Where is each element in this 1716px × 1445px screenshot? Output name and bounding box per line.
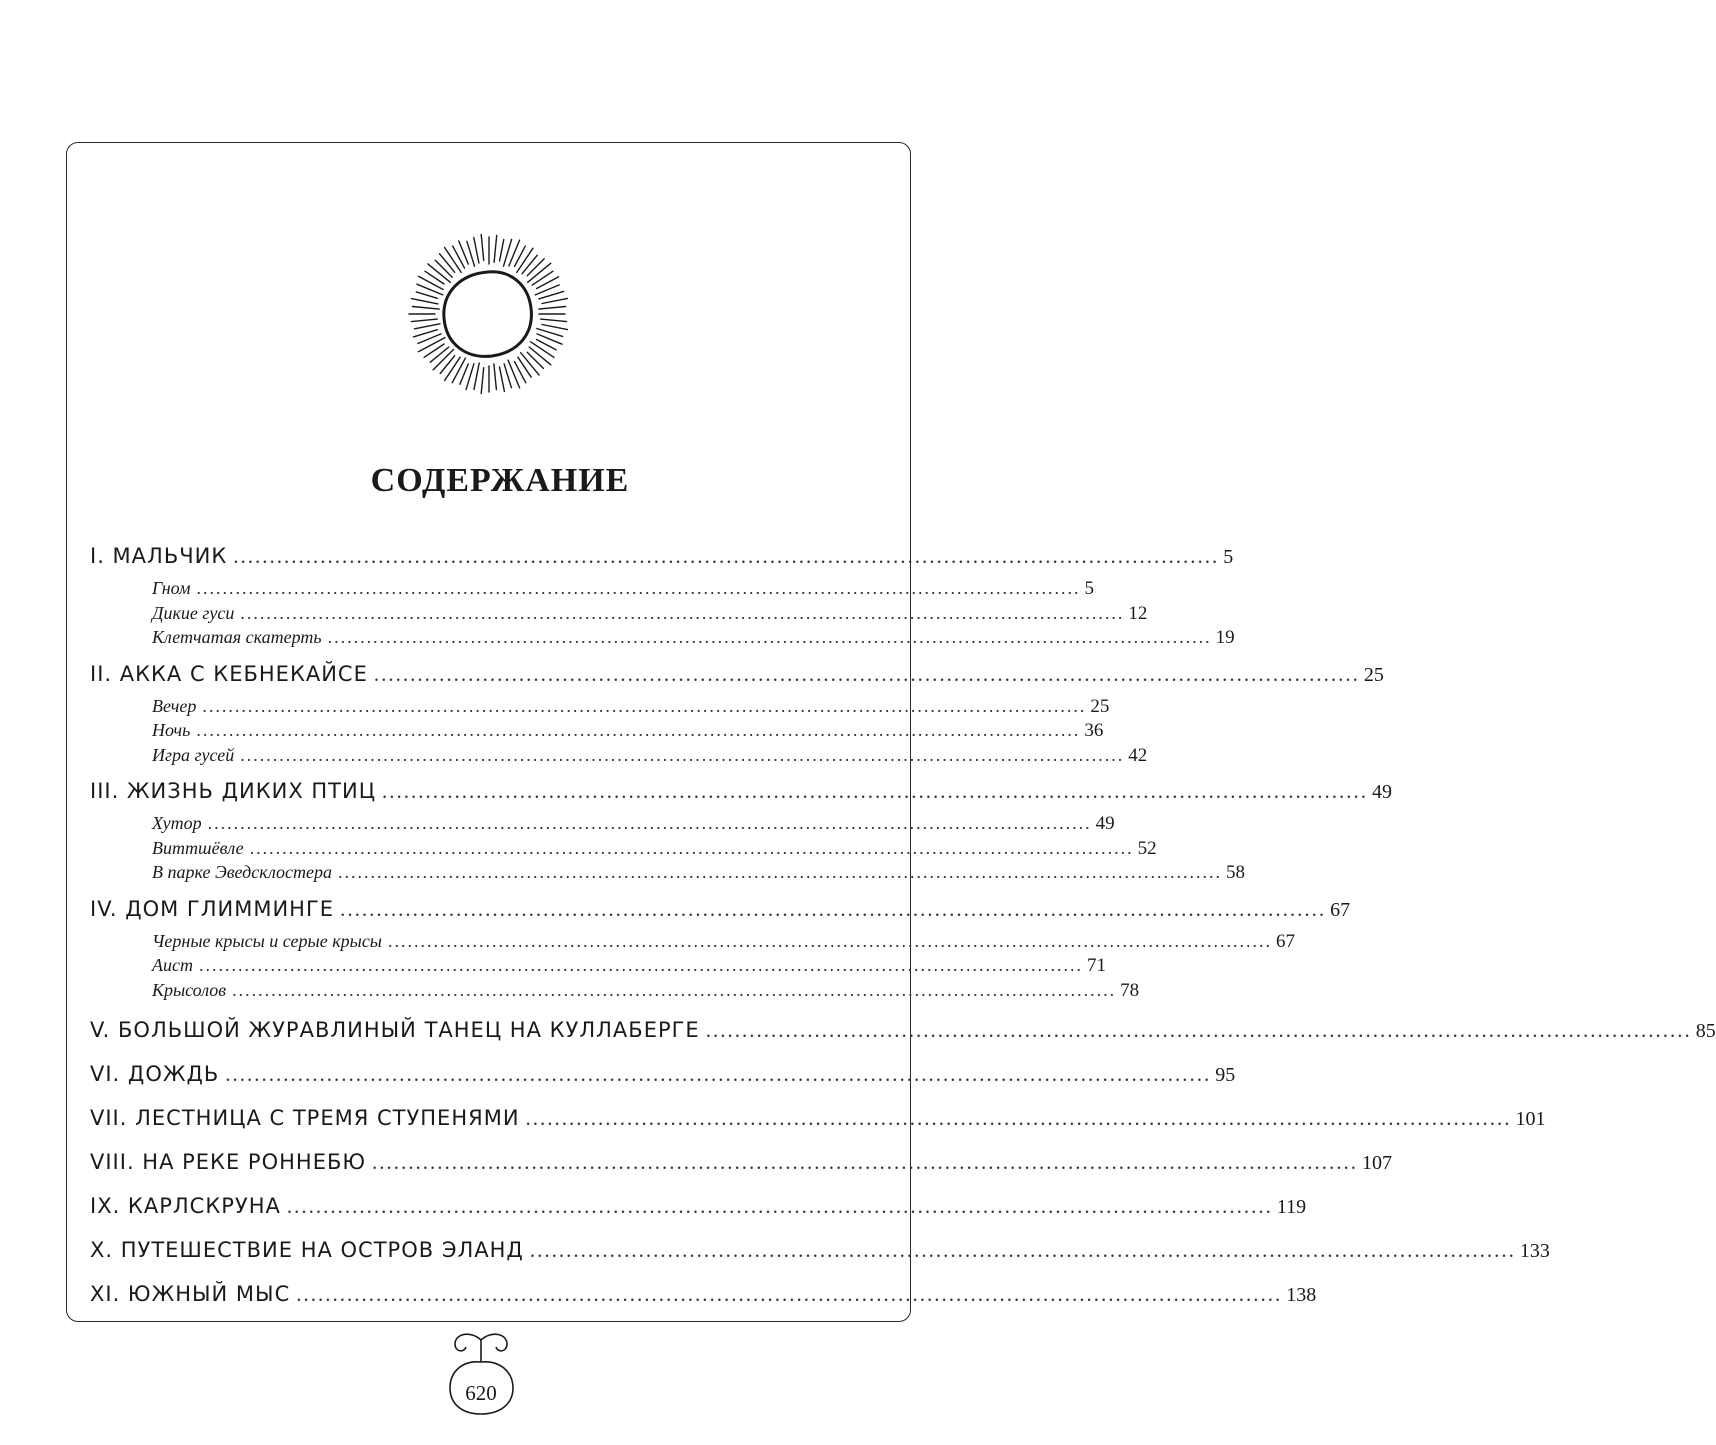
toc-section-title: Аист <box>152 955 193 975</box>
toc-section-title: Ночь <box>152 720 191 740</box>
toc-page-number: 5 <box>1084 578 1094 599</box>
toc-chapter-title: XI. ЮЖНЫЙ МЫС <box>90 1282 291 1306</box>
toc-chapter-title: V. БОЛЬШОЙ ЖУРАВЛИНЫЙ ТАНЕЦ НА КУЛЛАБЕРГЕ <box>90 1018 700 1042</box>
dot-leader: ........................................................................................................................................ <box>240 744 1125 765</box>
toc-section-title: Клетчатая скатерть <box>152 627 322 647</box>
toc-page-number: 95 <box>1215 1064 1236 1086</box>
toc-section-title: Крысолов <box>152 979 227 1000</box>
dot-leader: ........................................................................................................................................ <box>286 1194 1273 1218</box>
toc-chapter-title: I. МАЛЬЧИК <box>90 544 228 568</box>
toc-page-number: 67 <box>1276 930 1296 952</box>
dot-leader: ........................................................................................................................................ <box>372 1150 1359 1174</box>
dot-leader: ........................................................................................................................................ <box>196 720 1081 740</box>
toc-page-number: 52 <box>1137 837 1157 859</box>
toc-chapter-title: X. ПУТЕШЕСТВИЕ НА ОСТРОВ ЭЛАНД <box>90 1238 524 1262</box>
toc-page-number: 138 <box>1286 1284 1317 1306</box>
toc-section-title: В парке Эведсклостера <box>152 862 333 882</box>
dot-leader: ........................................................................................................................................ <box>207 813 1092 833</box>
toc-chapter-title: VI. ДОЖДЬ <box>90 1062 220 1086</box>
dot-leader: ........................................................................................................................................ <box>249 837 1134 858</box>
dot-leader: ........................................................................................................................................ <box>233 544 1220 568</box>
dot-leader: ........................................................................................................................................ <box>382 779 1369 803</box>
dot-leader: ........................................................................................................................................ <box>296 1282 1283 1306</box>
dot-leader: ........................................................................................................................................ <box>202 695 1087 716</box>
dot-leader: ........................................................................................................................................ <box>338 862 1223 882</box>
toc-page-number: 71 <box>1086 955 1106 976</box>
toc-page-number: 25 <box>1363 663 1384 686</box>
toc-section-title: Дикие гуси <box>152 602 235 623</box>
toc-page-number: 5 <box>1223 546 1234 568</box>
dot-leader: ........................................................................................................................................ <box>525 1106 1512 1130</box>
toc-page-number: 67 <box>1330 898 1351 921</box>
toc-page-number: 107 <box>1362 1152 1393 1174</box>
toc-page-number: 58 <box>1226 862 1246 883</box>
toc-section-title: Хутор <box>152 813 202 833</box>
toc-chapter-title: III. ЖИЗНЬ ДИКИХ ПТИЦ <box>90 779 377 803</box>
toc-page-number: 85 <box>1695 1020 1716 1042</box>
toc-page-number: 78 <box>1120 979 1140 1001</box>
toc-section-title: Вечер <box>152 695 197 716</box>
toc-section-title: Игра гусей <box>152 744 235 765</box>
toc-chapter-title: VII. ЛЕСТНИЦА С ТРЕМЯ СТУПЕНЯМИ <box>90 1106 520 1130</box>
toc-page-number: 19 <box>1215 627 1235 648</box>
dot-leader: ........................................................................................................................................ <box>705 1018 1692 1042</box>
dot-leader: ........................................................................................................................................ <box>340 896 1327 921</box>
dot-leader: ........................................................................................................................................ <box>388 930 1273 951</box>
dot-leader: ........................................................................................................................................ <box>232 979 1117 1000</box>
toc-chapter-title: IV. ДОМ ГЛИММИНГЕ <box>90 896 335 921</box>
dot-leader: ........................................................................................................................................ <box>196 578 1081 598</box>
toc-page-number: 133 <box>1519 1240 1550 1262</box>
dot-leader: ........................................................................................................................................ <box>225 1062 1212 1086</box>
page-title: СОДЕРЖАНИЕ <box>370 462 630 499</box>
dot-leader: ........................................................................................................................................ <box>240 602 1125 623</box>
dot-leader: ........................................................................................................................................ <box>529 1238 1516 1262</box>
toc-section-title: Черные крысы и серые крысы <box>152 930 383 951</box>
toc-chapter-title: VIII. НА РЕКЕ РОННЕБЮ <box>90 1150 367 1174</box>
toc-section-title: Гном <box>152 578 191 598</box>
dot-leader: ........................................................................................................................................ <box>373 661 1360 686</box>
toc-page-number: 49 <box>1095 813 1115 834</box>
toc-page-number: 25 <box>1090 695 1110 717</box>
toc-page-number: 42 <box>1128 744 1148 766</box>
toc-page-number: 36 <box>1084 720 1104 741</box>
toc-page-number: 101 <box>1515 1108 1546 1130</box>
dot-leader: ........................................................................................................................................ <box>198 955 1083 975</box>
toc-page-number: 119 <box>1276 1196 1307 1218</box>
toc-page-number: 49 <box>1372 781 1393 803</box>
toc-chapter-title: II. АККА С КЕБНЕКАЙСЕ <box>90 661 368 686</box>
toc-chapter-title: IX. КАРЛСКРУНА <box>90 1194 281 1218</box>
page-number: 620 <box>465 1381 497 1405</box>
toc-section-title: Виттшёвле <box>152 837 244 858</box>
dot-leader: ........................................................................................................................................ <box>327 627 1212 647</box>
toc-page-number: 12 <box>1128 602 1148 624</box>
